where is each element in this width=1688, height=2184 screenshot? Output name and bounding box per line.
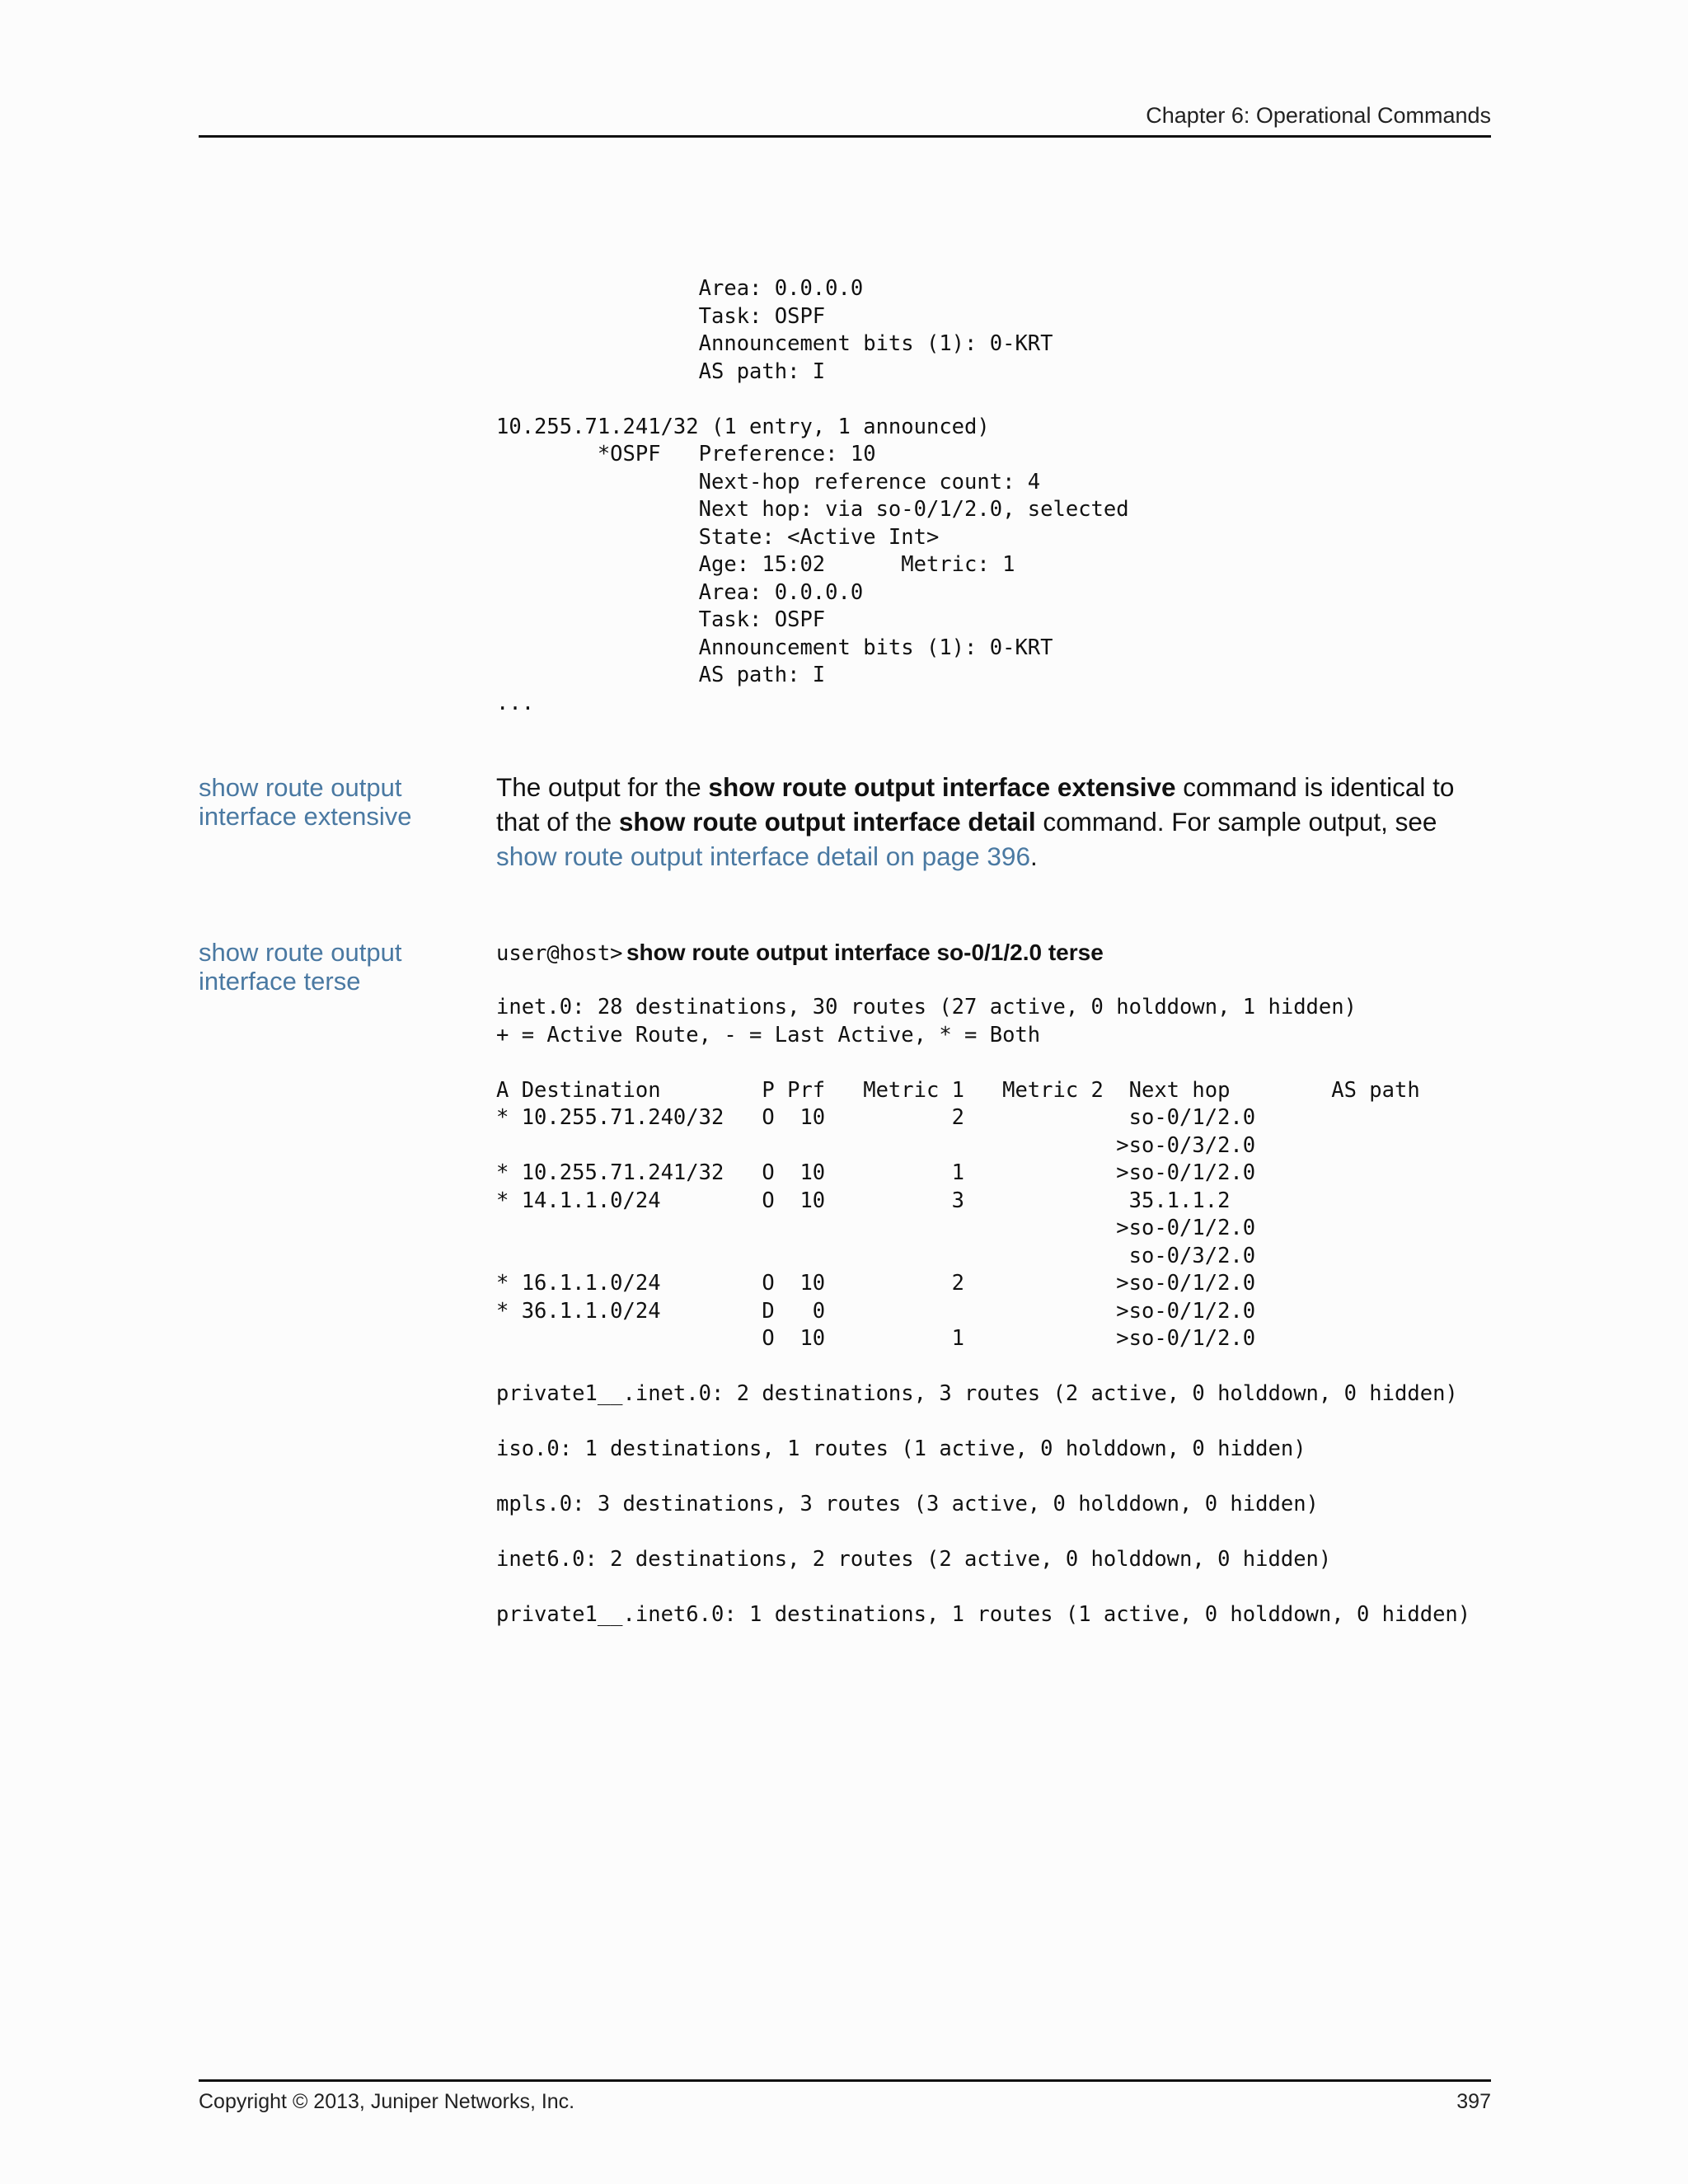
cross-reference-link[interactable]: show route output interface detail on page 396 (496, 841, 1030, 871)
code-line: O 10 1 >so-0/1/2.0 (496, 1326, 1256, 1351)
section-heading-extensive: show route output interface extensive (199, 773, 412, 831)
extensive-description (496, 770, 1498, 874)
code-line: >so-0/1/2.0 (496, 1216, 1256, 1240)
code-line: private1__.inet6.0: 1 destinations, 1 routes (1 active, 0 holddown, 0 hidden) (496, 1602, 1471, 1627)
code-line: * 36.1.1.0/24 D 0 >so-0/1/2.0 (496, 1298, 1256, 1324)
code-line: Area: 0.0.0.0 (496, 276, 864, 301)
code-line: >so-0/3/2.0 (496, 1132, 1256, 1158)
code-line: Next-hop reference count: 4 (496, 469, 1041, 494)
section-heading-terse: show route output interface terse (199, 938, 402, 996)
command-name: show route output interface detail (618, 807, 1036, 837)
code-line: Task: OSPF (496, 303, 826, 329)
command-name: show route output interface extensive (708, 772, 1176, 802)
command-line (496, 938, 1104, 972)
page-header (199, 99, 1491, 138)
code-line: + = Active Route, - = Last Active, * = Both (496, 1022, 1041, 1047)
code-line: * 14.1.1.0/24 O 10 3 35.1.1.2 (496, 1188, 1231, 1213)
page-footer (199, 2079, 1491, 2123)
code-line: Next hop: via so-0/1/2.0, selected (496, 497, 1129, 522)
code-line: Announcement bits (1): 0-KRT (496, 331, 1053, 356)
code-line: inet.0: 28 destinations, 30 routes (27 active, 0 holddown, 1 hidden) (496, 995, 1357, 1019)
cli-prompt: user@host> (496, 941, 623, 966)
code-line: Area: 0.0.0.0 (496, 579, 864, 605)
terse-output-block (496, 994, 1470, 1629)
body-text: The output for the (496, 772, 709, 802)
code-line: mpls.0: 3 destinations, 3 routes (3 active, 0 holddown, 0 hidden) (496, 1492, 1319, 1516)
code-line: private1__.inet.0: 2 destinations, 3 routes (2 active, 0 holddown, 0 hidden) (496, 1381, 1458, 1406)
code-line: Announcement bits (1): 0-KRT (496, 635, 1053, 660)
copyright-notice: Copyright © 2013, Juniper Networks, Inc. (199, 2090, 575, 2113)
detail-output-block (496, 275, 1129, 717)
body-text: command is identical to that of the (496, 772, 1455, 837)
code-line: * 10.255.71.240/32 O 10 2 so-0/1/2.0 (496, 1105, 1256, 1130)
code-line: State: <Active Int> (496, 524, 940, 550)
code-line: AS path: I (496, 359, 826, 384)
code-line: 10.255.71.241/32 (1 entry, 1 announced) (496, 414, 990, 439)
body-text: . (1029, 841, 1038, 871)
chapter-title: Chapter 6: Operational Commands (1146, 103, 1491, 128)
code-line: iso.0: 1 destinations, 1 routes (1 active, 0 holddown, 0 hidden) (496, 1436, 1306, 1461)
body-text: command. For sample output, see (1035, 807, 1437, 837)
code-line: Age: 15:02 Metric: 1 (496, 552, 1015, 577)
code-line: so-0/3/2.0 (496, 1243, 1256, 1268)
code-line: * 16.1.1.0/24 O 10 2 >so-0/1/2.0 (496, 1271, 1256, 1296)
page-number: 397 (1456, 2090, 1491, 2113)
code-line: * 10.255.71.241/32 O 10 1 >so-0/1/2.0 (496, 1160, 1256, 1185)
code-line: *OSPF Preference: 10 (496, 442, 876, 466)
code-line: ... (496, 690, 535, 715)
code-line: inet6.0: 2 destinations, 2 routes (2 active, 0 holddown, 0 hidden) (496, 1547, 1332, 1572)
code-line: AS path: I (496, 663, 826, 687)
cli-command: show route output interface so-0/1/2.0 terse (626, 940, 1104, 965)
code-line: Task: OSPF (496, 607, 826, 632)
code-line: A Destination P Prf Metric 1 Metric 2 Next hop AS path (496, 1077, 1420, 1103)
